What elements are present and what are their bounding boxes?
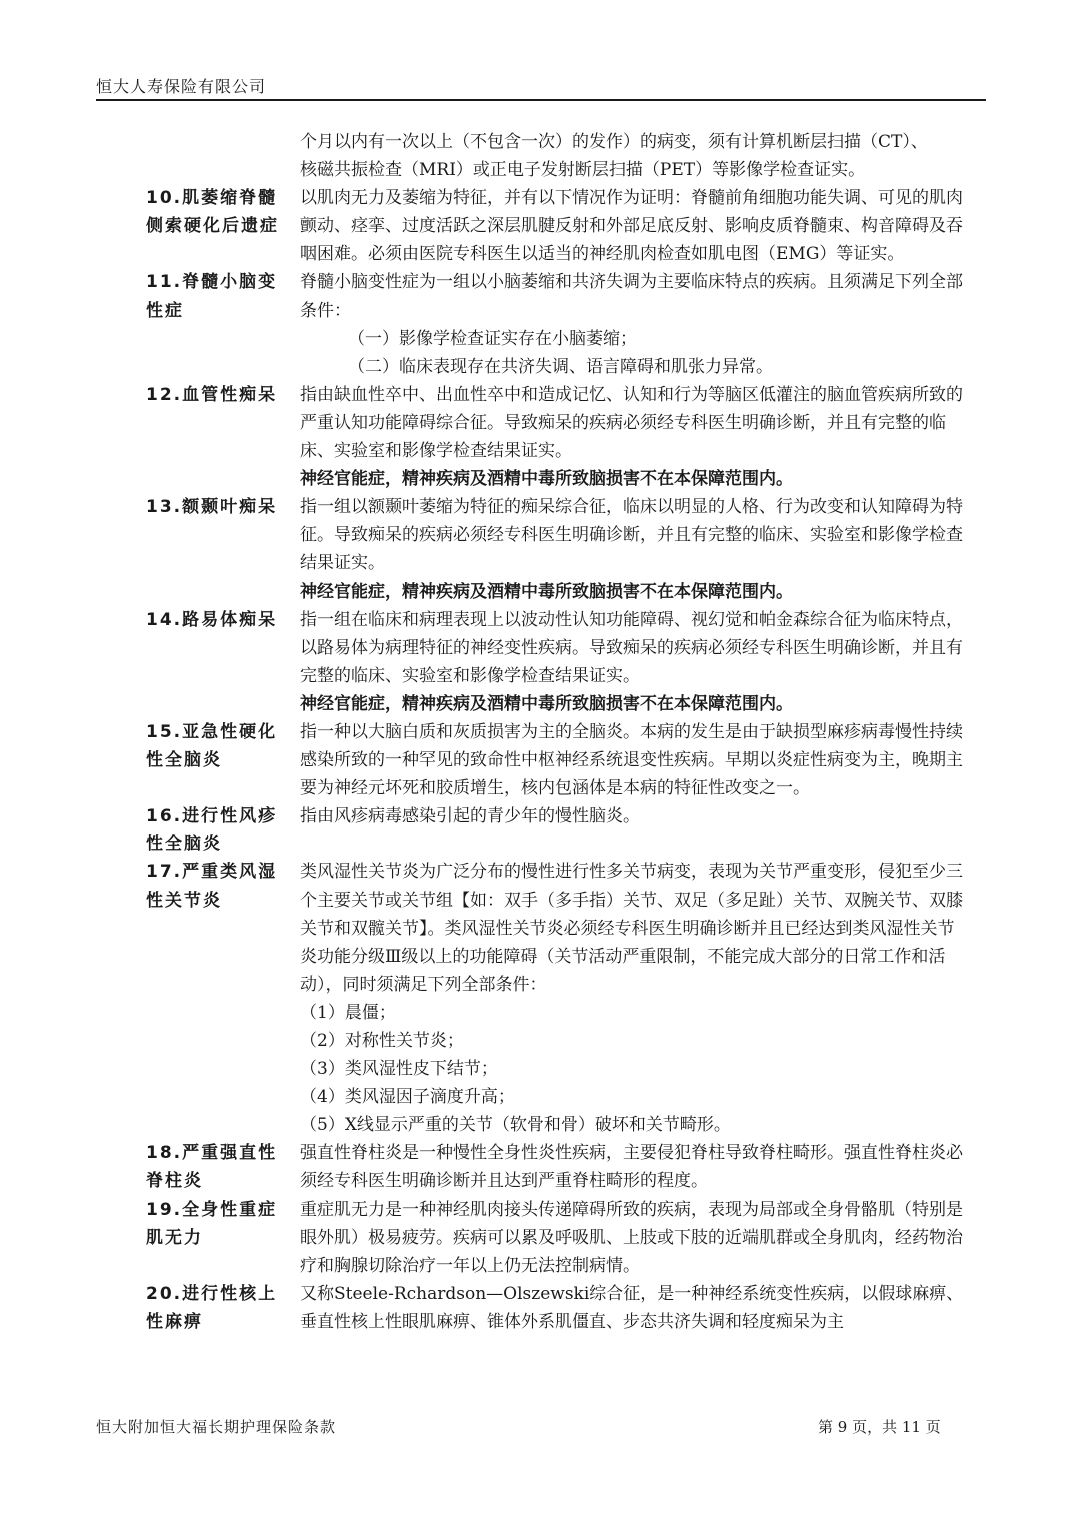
disease-definition bbox=[300, 268, 970, 380]
disease-term: 19.全身性重症 肌无力 bbox=[146, 1199, 278, 1248]
disease-term: 10.肌萎缩脊髓 侧索硬化后遗症 bbox=[146, 188, 279, 237]
definition-text: 以肌肉无力及萎缩为特征，并有以下情况作为证明：脊髓前角细胞功能失调、可见的肌肉颤动、痉挛、过度活跃之深层肌腱反射和外部足底反射、影响皮质脊髓束、构音障碍及吞咽困难。必须由医院专科医生以适当的神经肌肉检查如肌电图（EMG）等证实。 bbox=[300, 188, 963, 265]
disease-definition bbox=[300, 606, 970, 718]
disease-term: 11.脊髓小脑变 性症 bbox=[146, 272, 278, 321]
definition-text: 指一组在临床和病理表现上以波动性认知功能障碍、视幻觉和帕金森综合征为临床特点，以路易体为病理特征的神经变性疾病。导致痴呆的疾病必须经专科医生明确诊断，并且有完整的临床、实验室和影像学检查结果证实。 bbox=[300, 609, 963, 686]
continued-text-line-1: 个月以内有一次以上（不包含一次）的发作）的病变，须有计算机断层扫描（CT）、 bbox=[300, 132, 928, 152]
disease-entry bbox=[146, 381, 970, 493]
criteria-item: （4）类风湿因子滴度升高； bbox=[300, 1087, 515, 1108]
disease-term: 20.进行性核上 性麻痹 bbox=[146, 1283, 278, 1332]
document-title: 恒大附加恒大福长期护理保险条款 bbox=[96, 1418, 337, 1436]
disease-entry bbox=[146, 606, 970, 718]
criteria-item: （5）X线显示严重的关节（软骨和骨）破坏和关节畸形。 bbox=[300, 1115, 731, 1136]
disease-entry bbox=[146, 858, 970, 1139]
disease-definition bbox=[300, 858, 970, 1139]
disease-term: 18.严重强直性 脊柱炎 bbox=[146, 1143, 278, 1192]
disease-definition bbox=[300, 184, 970, 268]
definition-text: 指一种以大脑白质和灰质损害为主的全脑炎。本病的发生是由于缺损型麻疹病毒慢性持续感染所致的一种罕见的致命性中枢神经系统退变性疾病。早期以炎症性病变为主，晚期主要为神经元坏死和胶质增生，核内包涵体是本病的特征性改变之一。 bbox=[300, 721, 963, 799]
disease-entry bbox=[146, 493, 970, 605]
definition-text: 脊髓小脑变性症为一组以小脑萎缩和共济失调为主要临床特点的疾病。且须满足下列全部条件： bbox=[300, 272, 963, 321]
exclusion-note: 神经官能症，精神疾病及酒精中毒所致脑损害不在本保障范围内。 bbox=[300, 581, 793, 602]
condition-item: （二）临床表现存在共济失调、语言障碍和肌张力异常。 bbox=[348, 356, 773, 377]
disease-term: 14.路易体痴呆 bbox=[146, 609, 278, 630]
disease-term: 17.严重类风湿 性关节炎 bbox=[146, 862, 278, 911]
disease-entry bbox=[146, 718, 970, 802]
definition-text: 指一组以额颞叶萎缩为特征的痴呆综合征，临床以明显的人格、行为改变和认知障碍为特征。导致痴呆的疾病必须经专科医生明确诊断，并且有完整的临床、实验室和影像学检查结果证实。 bbox=[300, 497, 963, 574]
disease-definition bbox=[300, 381, 970, 493]
definition-text: 又称Steele-Rchardson—Olszewski综合征，是一种神经系统变性疾病，以假球麻痹、垂直性核上性眼肌麻痹、锥体外系肌僵直、步态共济失调和轻度痴呆为主 bbox=[300, 1283, 964, 1332]
disease-entry bbox=[146, 1196, 970, 1280]
disease-definition bbox=[300, 718, 970, 802]
definition-text: 重症肌无力是一种神经肌肉接头传递障碍所致的疾病，表现为局部或全身骨骼肌（特别是眼外肌）极易疲劳。疾病可以累及呼吸肌、上肢或下肢的近端肌群或全身肌肉，经药物治疗和胸腺切除治疗一年以上仍无法控制病情。 bbox=[300, 1199, 963, 1276]
exclusion-note: 神经官能症，精神疾病及酒精中毒所致脑损害不在本保障范围内。 bbox=[300, 693, 793, 714]
disease-term: 13.额颞叶痴呆 bbox=[146, 497, 278, 518]
definition-text: 类风湿性关节炎为广泛分布的慢性进行性多关节病变，表现为关节严重变形，侵犯至少三个主要关节或关节组【如：双手（多手指）关节、双足（多足趾）关节、双腕关节、双膝关节和双髋关节】。类风湿性关节炎必须经专科医生明确诊断并且已经达到类风湿性关节炎功能分级Ⅲ级以上的功能障碍（关节活动严重限制，不能完成大部分的日常工作和活动），同时须满足下列全部条件： bbox=[300, 862, 963, 995]
disease-term: 15.亚急性硬化 性全脑炎 bbox=[146, 721, 278, 771]
clause-body bbox=[146, 128, 970, 1336]
condition-item: （一）影像学检查证实存在小脑萎缩； bbox=[348, 328, 637, 349]
definition-text: 指由缺血性卒中、出血性卒中和造成记忆、认知和行为等脑区低灌注的脑血管疾病所致的严重认知功能障碍综合征。导致痴呆的疾病必须经专科医生明确诊断，并且有完整的临床、实验室和影像学检查结果证实。 bbox=[300, 384, 963, 462]
company-name: 恒大人寿保险有限公司 bbox=[96, 77, 267, 96]
disease-definition bbox=[300, 1196, 970, 1280]
disease-entry bbox=[146, 1139, 970, 1195]
exclusion-note: 神经官能症，精神疾病及酒精中毒所致脑损害不在本保障范围内。 bbox=[300, 469, 793, 490]
criteria-item: （1）晨僵； bbox=[300, 1002, 396, 1023]
criteria-item: （3）类风湿性皮下结节； bbox=[300, 1059, 498, 1080]
criteria-item: （2）对称性关节炎； bbox=[300, 1031, 464, 1051]
disease-term: 16.进行性风疹 性全脑炎 bbox=[146, 806, 278, 855]
disease-definition bbox=[300, 1139, 970, 1195]
continued-text-line-2: 核磁共振检查（MRI）或正电子发射断层扫描（PET）等影像学检查证实。 bbox=[300, 160, 866, 181]
disease-entry bbox=[146, 184, 970, 268]
disease-entry bbox=[146, 268, 970, 380]
disease-definition bbox=[300, 1280, 970, 1336]
disease-term: 12.血管性痴呆 bbox=[146, 384, 278, 405]
disease-definition-list bbox=[146, 184, 970, 1336]
definition-text: 强直性脊柱炎是一种慢性全身性炎性疾病，主要侵犯脊柱导致脊柱畸形。强直性脊柱炎必须经专科医生明确诊断并且达到严重脊柱畸形的程度。 bbox=[300, 1143, 963, 1192]
definition-text: 指由风疹病毒感染引起的青少年的慢性脑炎。 bbox=[300, 806, 640, 827]
header-divider bbox=[96, 99, 986, 101]
disease-entry bbox=[146, 1280, 970, 1336]
page-header bbox=[96, 76, 986, 98]
page-number: 第 9 页，共 11 页 bbox=[818, 1418, 941, 1436]
disease-entry bbox=[146, 802, 970, 858]
disease-definition bbox=[300, 802, 970, 830]
disease-definition bbox=[300, 493, 970, 605]
